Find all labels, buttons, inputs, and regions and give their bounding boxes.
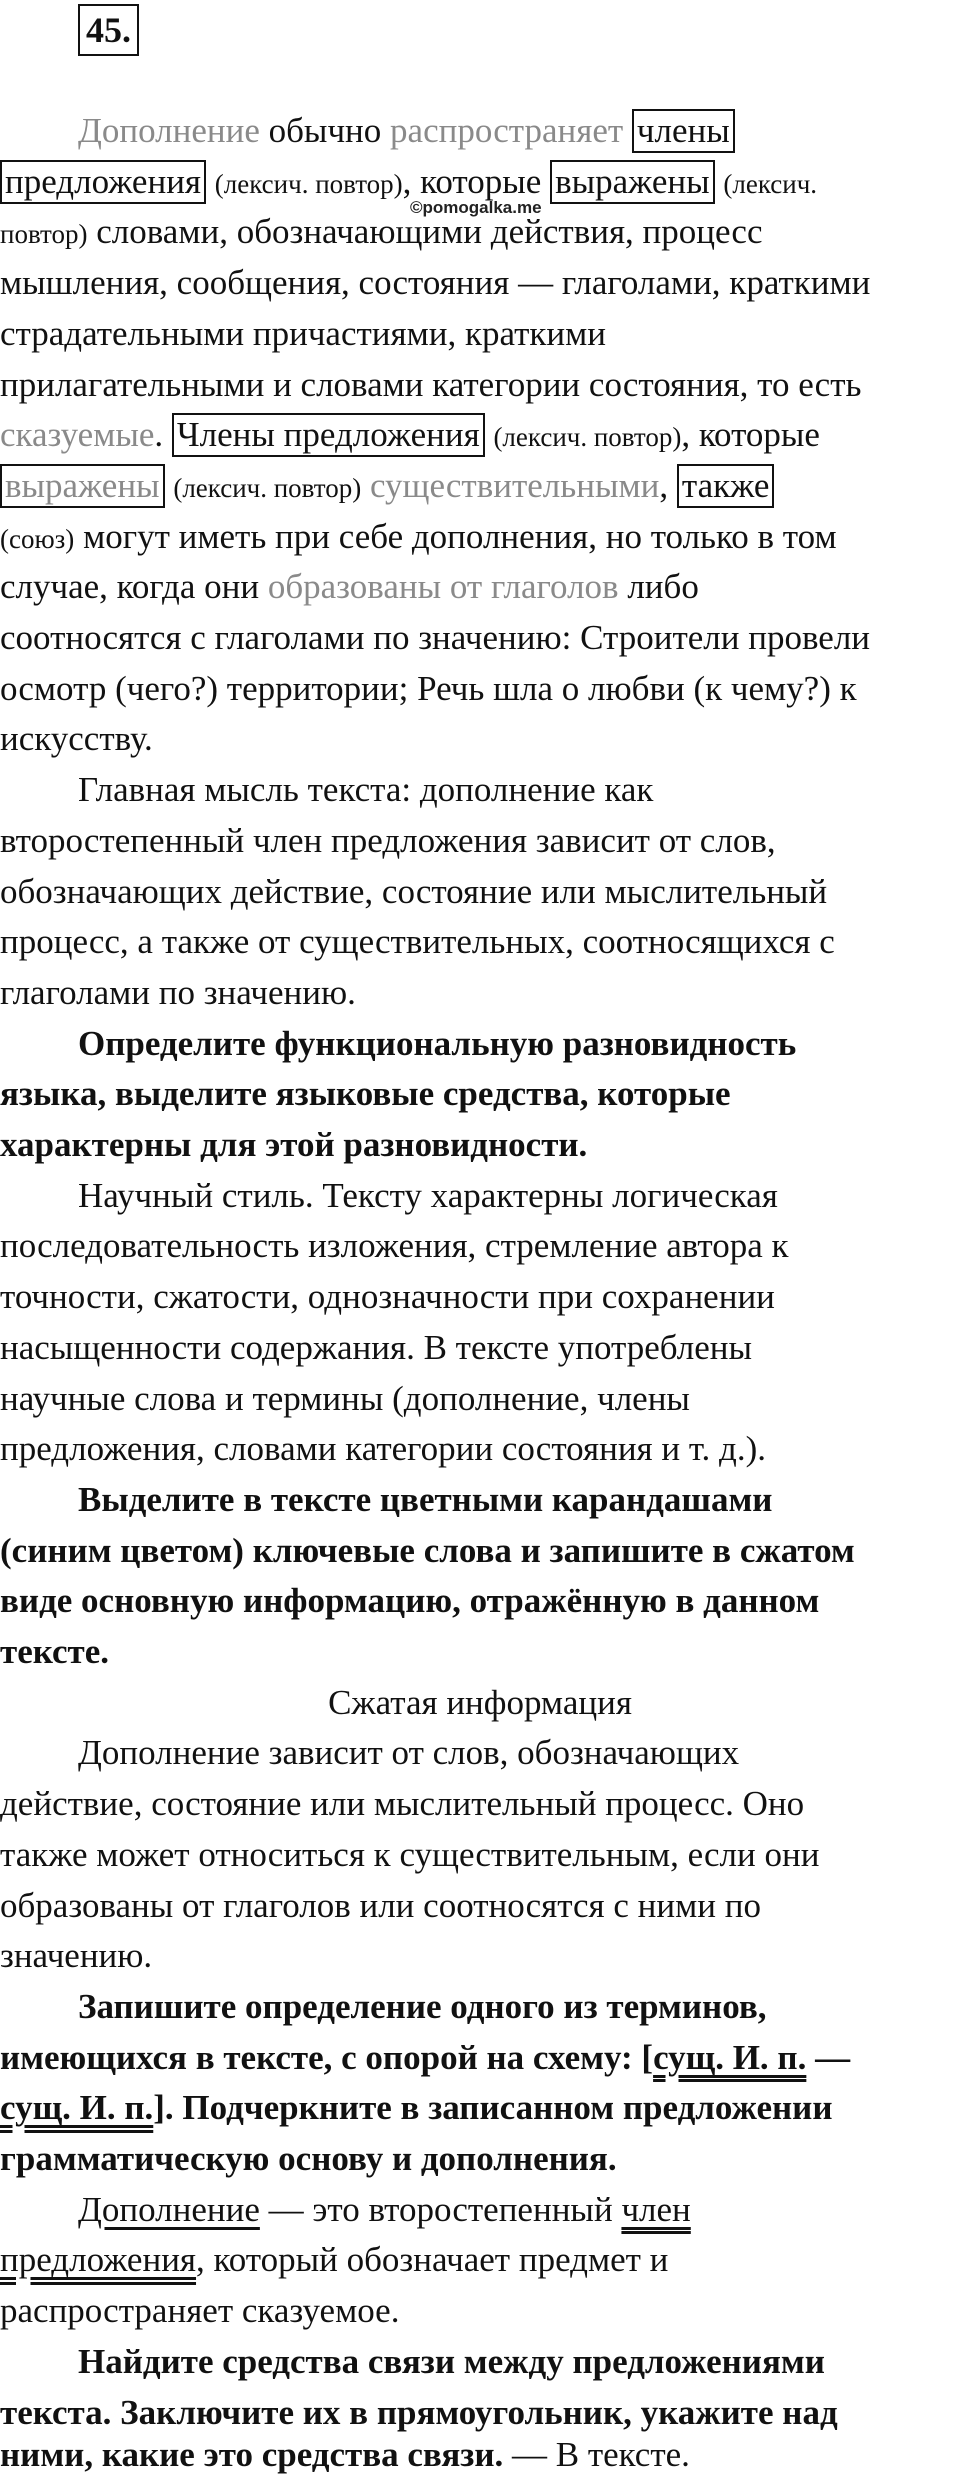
question-line: текста. Заключите их в прямоугольник, укажите над xyxy=(0,2392,838,2432)
text-span: — В тексте. xyxy=(503,2435,690,2474)
text-span: , который обозначает предмет и xyxy=(196,2240,669,2280)
boxed-word: также xyxy=(677,464,775,508)
text-span: , которые xyxy=(681,415,820,455)
question-line xyxy=(0,2033,960,2084)
text-span: . xyxy=(154,415,172,455)
text-line: точности, сжатости, однозначности при сохранении xyxy=(0,1277,775,1317)
text-line: последовательность изложения, стремление автора к xyxy=(0,1226,789,1266)
text-line: глаголами по значению. xyxy=(0,972,356,1012)
text-line xyxy=(0,106,960,157)
text-line: насыщенности содержания. В тексте употреблены xyxy=(0,1327,752,1367)
text-span: — xyxy=(806,2037,851,2077)
annotation: (лексич. повтор) xyxy=(493,422,682,453)
subject-underlined: Дополнение xyxy=(78,2189,260,2229)
question-line: Найдите средства связи между предложениями xyxy=(78,2341,825,2381)
text-line: обозначающих действие, состояние или мыслительный xyxy=(0,871,828,911)
boxed-word: Члены предложения xyxy=(172,413,485,457)
annotation: (лексич. повтор) xyxy=(214,168,403,199)
boxed-word: члены xyxy=(632,109,735,153)
annotation: (лексич. xyxy=(723,168,818,199)
annotation: повтор) xyxy=(0,219,88,250)
text-line: Дополнение зависит от слов, обозначающих xyxy=(78,1733,740,1773)
boxed-word: выражены xyxy=(550,160,715,204)
text-line xyxy=(0,512,960,563)
text-line: значению. xyxy=(0,1936,153,1976)
keyword: Дополнение xyxy=(78,111,260,150)
text-line: второстепенный член предложения зависит от слов, xyxy=(0,820,776,860)
text-line: соотносятся с глаголами по значению: Строители провели xyxy=(0,618,871,657)
text-span: — это второстепенный xyxy=(259,2189,622,2229)
scheme-subject: сущ. И. п. xyxy=(653,2037,807,2077)
text-span: либо xyxy=(618,567,699,607)
text-line xyxy=(0,2185,960,2236)
question-line: Запишите определение одного из терминов, xyxy=(78,1986,767,2026)
text-line: осмотр (чего?) территории; Речь шла о любви (к чему?) к xyxy=(0,668,857,708)
text-span xyxy=(206,162,215,201)
text-span: , xyxy=(659,465,677,505)
text-line: процесс, а также от существительных, соотносящихся с xyxy=(0,922,835,962)
text-span: ]. Подчеркните в записанном предложении xyxy=(153,2088,833,2128)
keyword: сказуемые xyxy=(0,415,155,455)
text-line: Научный стиль. Тексту характерны логическая xyxy=(78,1175,778,1215)
text-line: действие, состояние или мыслительный процесс. Оно xyxy=(0,1784,805,1824)
text-line: прилагательными и словами категории состояния, то есть xyxy=(0,364,862,404)
keyword: распространяет xyxy=(390,111,624,150)
keyword: образованы от глаголов xyxy=(267,567,619,607)
text-line: Главная мысль текста: дополнение как xyxy=(78,770,654,810)
predicate-underlined: член xyxy=(621,2189,691,2229)
text-line: распространяет сказуемое. xyxy=(0,2291,400,2331)
question-line: грамматическую основу и дополнения. xyxy=(0,2139,617,2178)
question-line: (синим цветом) ключевые слова и запишите в сжатом xyxy=(0,1530,855,1570)
text-line: страдательными причастиями, краткими xyxy=(0,313,607,353)
text-line xyxy=(0,2235,960,2286)
text-span: случае, когда они xyxy=(0,567,268,607)
text-span xyxy=(361,466,370,505)
question-line: Выделите в тексте цветными карандашами xyxy=(78,1479,773,1519)
annotation: (лексич. повтор) xyxy=(173,472,362,503)
predicate-underlined: предложения xyxy=(0,2240,197,2280)
text-line: предложения, словами категории состояния и т. д.). xyxy=(0,1429,767,1469)
section-subheading: Сжатая информация xyxy=(328,1682,632,1722)
text-span: могут иметь при себе дополнения, но только в том xyxy=(74,516,837,556)
question-line xyxy=(0,2083,960,2134)
question-line xyxy=(0,2430,960,2481)
task-number: 45. xyxy=(78,4,139,56)
text-line: также может относиться к существительным, если они xyxy=(0,1834,820,1874)
text-line: образованы от глаголов или соотносятся с ними по xyxy=(0,1885,761,1925)
scheme-predicate: сущ. И. п. xyxy=(0,2088,154,2128)
text-span xyxy=(623,111,632,150)
question-line: виде основную информацию, отражённую в данном xyxy=(0,1581,820,1621)
watermark: ©pomogalka.me xyxy=(410,198,542,217)
text-line: научные слова и термины (дополнение, члены xyxy=(0,1378,690,1418)
text-line xyxy=(0,461,960,512)
keyword: существительными xyxy=(369,465,660,505)
text-span: , которые xyxy=(402,161,551,201)
annotation: (союз) xyxy=(0,523,75,554)
question-line: языка, выделите языковые средства, которые xyxy=(0,1074,731,1114)
question-line: тексте. xyxy=(0,1632,110,1671)
boxed-word: предложения xyxy=(0,160,206,204)
text-span: обычно xyxy=(259,111,391,150)
text-span: ними, какие это средства связи. xyxy=(0,2435,504,2474)
boxed-word: выражены xyxy=(0,464,165,508)
text-span: имеющихся в тексте, с опорой на схему: [ xyxy=(0,2037,654,2077)
text-line xyxy=(0,207,960,258)
text-span: словами, обозначающими действия, процесс xyxy=(87,212,763,252)
question-line: Определите функциональную разновидность xyxy=(78,1023,797,1063)
question-line: характерны для этой разновидности. xyxy=(0,1125,588,1164)
text-line: искусству. xyxy=(0,719,153,759)
text-line: мышления, сообщения, состояния — глаголами, краткими xyxy=(0,263,871,303)
text-line xyxy=(0,410,960,461)
text-line xyxy=(0,562,960,613)
